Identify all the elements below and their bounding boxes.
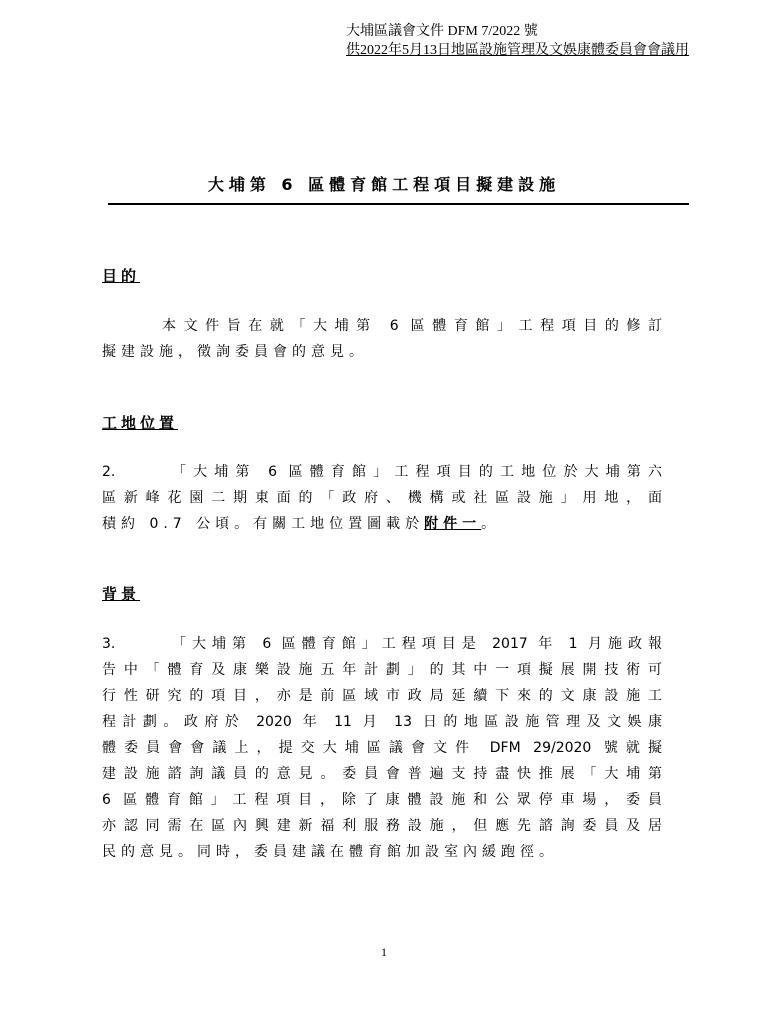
- background-line-2: 告中「體育及康樂設施五年計劃」的其中一項擬展開技術可: [102, 662, 662, 678]
- background-line-1: [102, 631, 662, 657]
- background-line-3: 行性研究的項目，亦是前區域市政局延續下來的文康設施工: [102, 688, 662, 704]
- background-line-7: 6 區體育館」工程項目，除了康體設施和公眾停車場，委員: [102, 792, 662, 808]
- paragraph-number: 2.: [102, 464, 116, 480]
- background-line-8: 亦認同需在區內興建新福利服務設施，但應先諮詢委員及居: [102, 818, 662, 834]
- purpose-line-2: 擬建設施，徵詢委員會的意見。: [102, 344, 368, 360]
- annex-reference-link[interactable]: 附件一: [424, 516, 482, 532]
- site-line-1: [102, 459, 662, 485]
- purpose-line-1: 本文件旨在就「大埔第 6 區體育館」工程項目的修訂: [162, 318, 662, 334]
- meeting-reference: 供2022年5月13日地區設施管理及文娛康體委員會會議用: [346, 43, 689, 58]
- site-line-2: 區新峰花園二期東面的「政府、機構或社區設施」用地，面: [102, 490, 662, 506]
- heading-purpose: 目的: [102, 267, 141, 285]
- site-line-1-text: 「大埔第 6 區體育館」工程項目的工地位於大埔第六: [172, 464, 662, 480]
- site-line-3-text: 積約 0.7 公頃。有關工地位置圖載於: [102, 516, 425, 532]
- site-line-3: [102, 511, 662, 537]
- background-line-9: 民的意見。同時，委員建議在體育館加設室內緩跑徑。: [102, 844, 558, 860]
- background-line-6: 建設施諮詢議員的意見。委員會普遍支持盡快推展「大埔第: [102, 766, 662, 782]
- background-line-1-text: 「大埔第 6 區體育館」工程項目是 2017 年 1 月施政報: [172, 636, 662, 652]
- paragraph-number: 3.: [102, 636, 116, 652]
- title-rule: [108, 203, 689, 205]
- site-line-3-end: 。: [481, 516, 501, 532]
- background-line-5: 體委員會會議上，提交大埔區議會文件 DFM 29/2020 號就擬: [102, 740, 662, 756]
- background-line-4: 程計劃。政府於 2020 年 11 月 13 日的地區設施管理及文娛康: [102, 714, 662, 730]
- document-title: 大埔第 6 區體育館工程項目擬建設施: [207, 175, 561, 194]
- heading-site-location: 工地位置: [102, 414, 179, 432]
- heading-background: 背景: [102, 585, 141, 603]
- page-number: 1: [381, 945, 387, 959]
- document-number: 大埔區議會文件 DFM 7/2022 號: [346, 24, 538, 39]
- document-reference: [346, 22, 689, 60]
